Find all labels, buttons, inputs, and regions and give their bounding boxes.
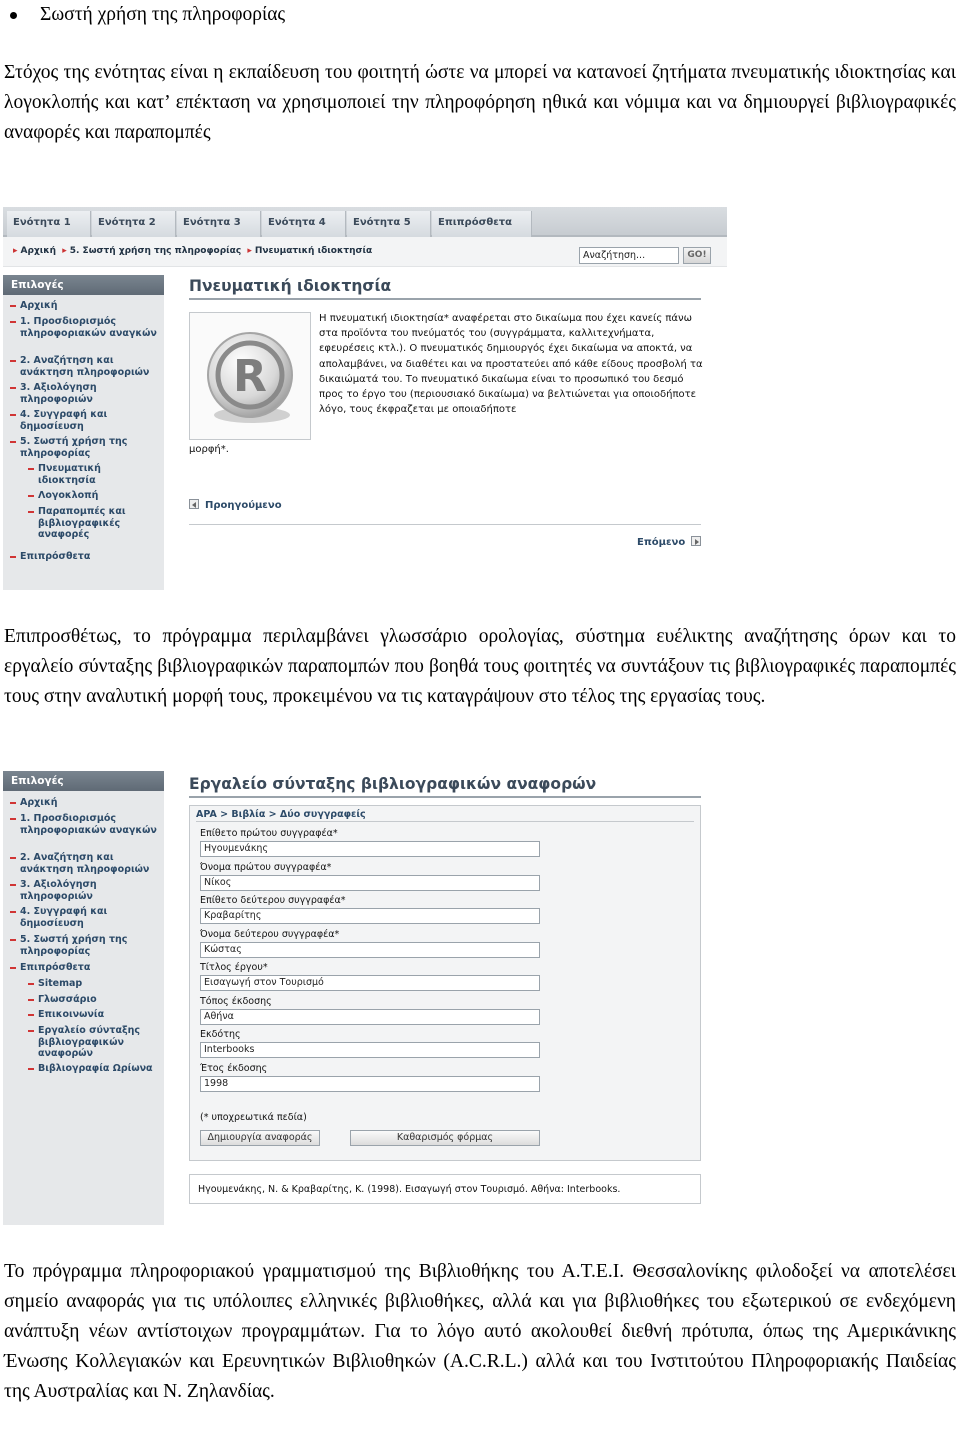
screenshot-intellectual-property [3,207,727,590]
sidebar-item-label: 4. Συγγραφή και δημοσίευση [20,409,108,432]
sidebar-item-label: Αρχική [20,300,58,311]
breadcrumb-section[interactable]: 5. Σωστή χρήση της πληροφορίας [69,246,242,256]
tab-module-3[interactable]: Ενότητα 3 [177,211,261,237]
sidebar-subitem-glossary[interactable] [38,994,160,1006]
first-author-surname-input[interactable]: Ηγουμενάκης [200,841,540,857]
dash-icon [10,818,16,820]
bullet-dot-icon [10,12,17,19]
breadcrumb-bar [3,237,727,267]
sidebar-item-module-3[interactable] [20,382,160,405]
first-author-name-label: Όνομα πρώτου συγγραφέα* [200,862,332,873]
sidebar-item-label: 3. Αξιολόγηση πληροφοριών [20,382,97,405]
title-divider [189,298,701,300]
previous-link[interactable] [189,499,282,511]
tab-module-2[interactable]: Ενότητα 2 [92,211,176,237]
sidebar-subitem-ip[interactable] [38,463,160,486]
dash-icon [28,468,34,470]
publication-year-input[interactable]: 1998 [200,1076,540,1092]
sidebar-item-module-5[interactable] [20,934,160,957]
section-bullet-text: Σωστή χρήση της πληροφορίας [40,4,286,25]
sidebar-subitem-label: Sitemap [38,978,83,989]
dash-icon [28,983,34,985]
sidebar-item-label: 2. Αναζήτηση και ανάκτηση πληροφοριών [20,355,150,378]
svg-text:R: R [233,351,267,402]
dash-icon [10,802,16,804]
form-breadcrumb: APA > Βιβλία > Δύο συγγραφείς [196,809,366,820]
screenshot-citation-tool [3,771,727,1225]
prev-arrow-icon [189,499,199,509]
sidebar-item-label: Επιπρόσθετα [20,551,91,562]
sidebar-item-label: Επιπρόσθετα [20,962,91,973]
sidebar-item-label: 1. Προσδιορισμός πληροφοριακών αναγκών [20,316,157,339]
tab-module-5[interactable]: Ενότητα 5 [347,211,431,237]
dash-icon [10,967,16,969]
ip-description-end: μορφή*. [189,444,229,455]
dash-icon [10,911,16,913]
work-title-label: Τίτλος έργου* [200,962,268,973]
sidebar-item-module-1[interactable] [20,813,160,836]
registered-trademark-icon [200,325,300,429]
dash-icon [28,999,34,1001]
publication-place-input[interactable]: Αθήνα [200,1009,540,1025]
first-author-surname-label: Επίθετο πρώτου συγγραφέα* [200,828,338,839]
dash-icon [10,884,16,886]
dash-icon [10,556,16,558]
sidebar-item-label: 1. Προσδιορισμός πληροφοριακών αναγκών [20,813,157,836]
first-author-name-input[interactable]: Νίκος [200,875,540,891]
sidebar-subitem-label: Βιβλιογραφία Ωρίωνα [38,1063,153,1074]
sidebar-subitem-plagiarism[interactable] [38,490,160,502]
sidebar-item-module-1[interactable] [20,316,160,339]
work-title-input[interactable]: Εισαγωγή στον Τουρισμό [200,975,540,991]
sidebar-subitem-sitemap[interactable] [38,978,160,990]
registered-logo-image [189,312,311,440]
sidebar-subitem-contact[interactable] [38,1009,160,1021]
sidebar-item-module-5[interactable] [20,436,160,459]
sidebar-item-module-4[interactable] [20,906,160,929]
page-title: Πνευματική ιδιοκτησία [189,277,392,295]
next-arrow-icon [691,536,701,546]
ip-description: Η πνευματική ιδιοκτησία* αναφέρεται στο δικαίωμα που έχει κανείς πάνω στα προϊόντα του πνεύματός του (συγγράμματα, καλλιτεχνήματα, εφευρέσεις κτλ.). Ο πνευματικός δημιουργός έχει δικαίωμα να αποκτά, να απολαμβάνει, να διαθέτει και να προστατεύει από κάθε είδους προσβολή τα δικαιώματά του. Το πνευματικό δικαίωμα είναι το προσωπικό του δεσμό προς το έργο του (περιουσιακό δικαίωμα) να βελτιώνεται για οποιοδήποτε λόγο, τους έκφραζεται με οποιαδήποτε [319,313,703,416]
sidebar-title: Επιλογές [3,771,164,791]
sidebar-title: Επιλογές [3,275,164,295]
arrow-right-icon: ▸ [13,246,18,256]
dash-icon [10,939,16,941]
dash-icon [28,1014,34,1016]
paragraph-1: Στόχος της ενότητας είναι η εκπαίδευση του φοιτητή ώστε να μπορεί να κατανοεί ζητήματα πνευματικής ιδιοκτησίας και λογοκλοπής και κατ’ επέκταση να χρησιμοποιεί την πληροφόρηση ηθικά και νόμιμα και να δημιουργεί βιβλιογραφικές αναφορές και παραπομπές [4,62,956,143]
tab-module-1[interactable]: Ενότητα 1 [7,211,91,237]
search-input[interactable]: Αναζήτηση... [579,247,679,264]
sidebar-item-extras[interactable] [20,551,160,563]
section-bullet [40,2,285,28]
dash-icon [10,414,16,416]
sidebar [3,275,164,590]
paragraph-2: Επιπροσθέτως, το πρόγραμμα περιλαμβάνει γλωσσάριο ορολογίας, σύστημα ευέλικτης αναζήτησης όρων και το εργαλείο σύνταξης βιβλιογραφικών παραπομπών που βοηθά τους φοιτητές να συντάξουν τις βιβλιογραφικές παραπομπές τους στην αναλυτική μορφή τους, προκειμένου να τις καταγράψουν στο τέλος της εργασίας τους. [4,626,956,707]
sidebar-subitem-label: Επικοινωνία [38,1009,105,1020]
dash-icon [28,511,34,513]
publication-place-label: Τόπος έκδοσης [200,996,272,1007]
form-divider [196,821,694,822]
dash-icon [10,321,16,323]
sidebar-item-module-2[interactable] [20,852,160,875]
sidebar-item-label: 5. Σωστή χρήση της πληροφορίας [20,934,128,957]
dash-icon [10,360,16,362]
publisher-input[interactable]: Interbooks [200,1042,540,1058]
sidebar-item-label: 3. Αξιολόγηση πληροφοριών [20,879,97,902]
citation-result-text: Ηγουμενάκης, Ν. & Κραβαρίτης, Κ. (1998). Εισαγωγή στον Τουρισμό. Αθήνα: Interbooks. [198,1184,621,1195]
sidebar-subitem-orion-bibliography[interactable] [38,1063,160,1075]
sidebar-subitem-label: Εργαλείο σύνταξης βιβλιογραφικών αναφορών [38,1025,141,1059]
page-title: Εργαλείο σύνταξης βιβλιογραφικών αναφορών [189,775,597,793]
sidebar-item-label: 2. Αναζήτηση και ανάκτηση πληροφοριών [20,852,150,875]
sidebar-subitem-citations[interactable] [38,506,160,541]
sidebar-subitem-label: Πνευματική ιδιοκτησία [38,463,101,486]
tab-module-4[interactable]: Ενότητα 4 [262,211,346,237]
sidebar-subitem-label: Παραπομπές και βιβλιογραφικές αναφορές [38,506,126,540]
create-citation-button[interactable]: Δημιουργία αναφοράς [200,1130,320,1146]
dash-icon [10,387,16,389]
sidebar-subitem-label: Λογοκλοπή [38,490,99,501]
sidebar-item-label: 5. Σωστή χρήση της πληροφορίας [20,436,128,459]
dash-icon [10,305,16,307]
sidebar-item-home[interactable] [20,300,160,312]
sidebar-item-module-4[interactable] [20,409,160,432]
sidebar-item-home[interactable] [20,797,160,809]
previous-label: Προηγούμενο [205,500,282,511]
breadcrumb-current: Πνευματική ιδιοκτησία [254,246,373,256]
search-go-button[interactable]: GO! [683,247,711,264]
breadcrumb-home[interactable]: Αρχική [20,246,57,256]
arrow-right-icon: ▸ [62,246,67,256]
sidebar-item-extras[interactable] [20,962,160,974]
publisher-label: Εκδότης [200,1029,241,1040]
next-label: Επόμενο [637,537,686,548]
second-author-surname-label: Επίθετο δεύτερου συγγραφέα* [200,895,346,906]
tab-extras[interactable]: Επιπρόσθετα [432,211,532,237]
second-author-surname-input[interactable]: Κραβαρίτης [200,908,540,924]
dash-icon [28,495,34,497]
sidebar [3,771,164,1225]
sidebar-item-label: 4. Συγγραφή και δημοσίευση [20,906,108,929]
sidebar-subitem-citation-tool[interactable] [38,1025,160,1060]
title-divider [189,796,701,798]
sidebar-subitem-label: Γλωσσάριο [38,994,97,1005]
sidebar-item-module-3[interactable] [20,879,160,902]
breadcrumb [13,246,372,256]
second-author-name-label: Όνομα δεύτερου συγγραφέα* [200,929,340,940]
sidebar-item-label: Αρχική [20,797,58,808]
arrow-right-icon: ▸ [247,246,252,256]
next-link[interactable] [637,536,701,548]
dash-icon [10,857,16,859]
required-fields-note: (* υποχρεωτικά πεδία) [200,1112,307,1123]
paragraph-3: Το πρόγραμμα πληροφοριακού γραμματισμού της Βιβλιοθήκης του Α.Τ.Ε.Ι. Θεσσαλονίκης φιλοδοξεί να αποτελέσει σημείο αναφοράς για τις υπόλοιπες ελληνικές βιβλιοθήκες, αλλά και για βιβλιοθήκες του εξωτερικού σε ενδεχόμενη ανάπτυξη νέων αντίστοιχων προγραμμάτων. Για το λόγο αυτό ακολουθεί διεθνή πρότυπα, όπως της Αμερικάνικης Ένωσης Κολλεγιακών και Ερευνητικών Βιβλιοθηκών (A.C.R.L.) αλλά και του Ινστιτούτου Πληροφοριακής Παιδείας της Αυστραλίας και Ν. Ζηλανδίας. [4,1261,956,1402]
dash-icon [10,441,16,443]
publication-year-label: Έτος έκδοσης [200,1063,268,1074]
citation-form [189,805,701,1161]
second-author-name-input[interactable]: Κώστας [200,942,540,958]
sidebar-item-module-2[interactable] [20,355,160,378]
module-tabs [3,207,727,237]
clear-form-button[interactable]: Καθαρισμός φόρμας [350,1130,540,1146]
content-divider [189,524,701,525]
dash-icon [28,1068,34,1070]
dash-icon [28,1030,34,1032]
citation-result [189,1174,701,1204]
